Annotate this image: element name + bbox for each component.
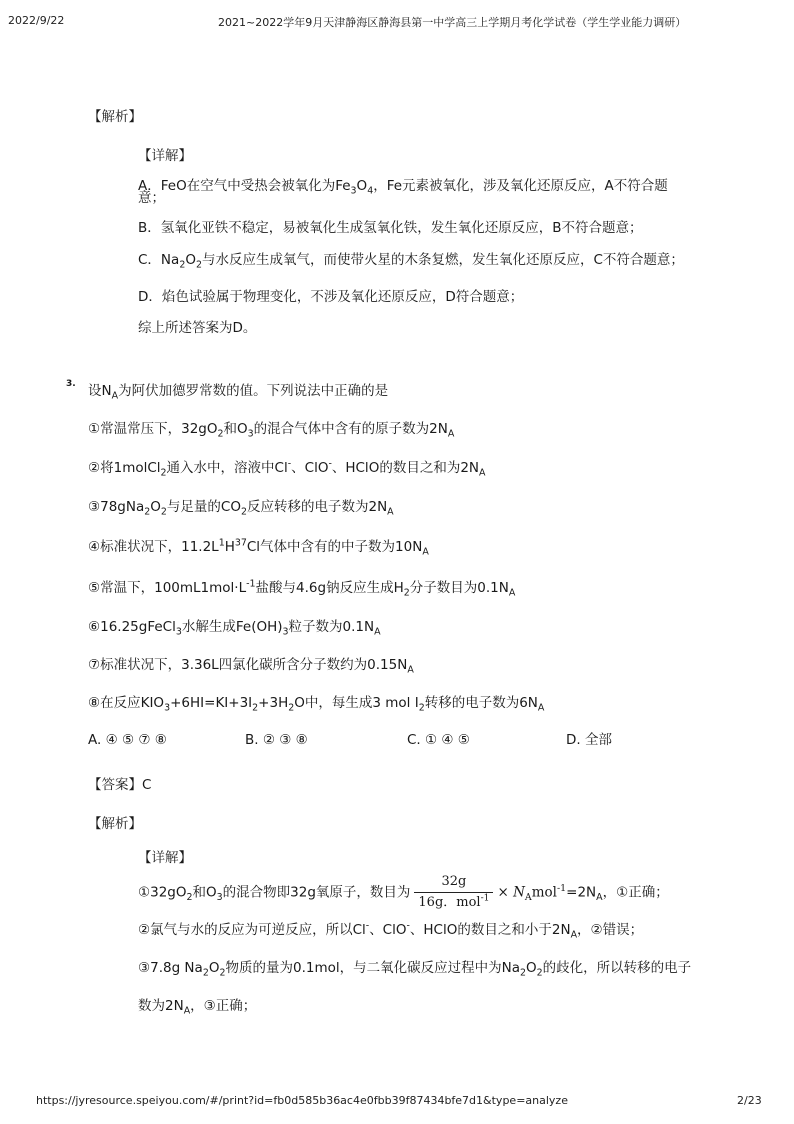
item-c: C．$Na_2O_2$与水反应生成氧气，而使带火星的木条复燃，发生氧化还原反应，C不符合题意； [138, 252, 684, 271]
analysis-tag-2: 【解析】 [88, 816, 142, 832]
question-number: 3. [66, 379, 76, 389]
statement-8: ⑧在反应$KIO_3+6HI=KI+3I_2+3H_2O$中，每生成3 mol $I_2$转移的电子数为$6N_A$ [88, 695, 545, 714]
detail-tag: 【详解】 [138, 148, 192, 164]
footer-page: 2/23 [737, 1094, 762, 1107]
statement-1: ①常温常压下，$32gO_2$和$O_3$的混合气体中含有的原子数为$2N_A$ [88, 421, 455, 440]
footer-url: https://jyresource.speiyou.com/#/print?id=fb0d585b36ac4e0fbb39f87434bfe7d1&type=analyze [36, 1094, 568, 1107]
statement-5: ⑤常温下，$100mL1mol\cdot L^{-1}$盐酸与4.6g钠反应生成$H_2$分子数目为$0.1N_A$ [88, 578, 516, 599]
item-a-cont: 意； [138, 190, 165, 206]
item-b: B．氢氧化亚铁不稳定，易被氧化生成氢氧化铁，发生氧化还原反应，B不符合题意； [138, 220, 643, 236]
conclusion: 综上所述答案为D。 [138, 320, 257, 336]
option-b: B. ② ③ ⑧ [245, 732, 308, 748]
explanation-3-cont: 数为$2N_A$，③正确； [138, 998, 257, 1017]
question-stem: 设$N_A$为阿伏加德罗常数的值。下列说法中正确的是 [88, 383, 389, 402]
statement-6: ⑥16.25gFeCl$_3$水解生成$Fe(OH)_3$粒子数为$0.1N_A$ [88, 619, 381, 638]
option-a: A. ④ ⑤ ⑦ ⑧ [88, 732, 167, 748]
statement-3: $③78gNa_2O_2$与足量的$CO_2$反应转移的电子数为$2N_A$ [88, 499, 394, 518]
statement-2: ②将1molCl$_2$通入水中，溶液中Cl-、ClO-、HClO的数目之和为$2N_A$ [88, 458, 486, 479]
detail-tag-2: 【详解】 [138, 850, 192, 866]
item-a: A．FeO在空气中受热会被氧化为$Fe_3O_4$，Fe元素被氧化，涉及氧化还原反应，A不符合题 [138, 178, 668, 197]
header-title: 2021~2022学年9月天津静海区静海县第一中学高三上学期月考化学试卷（学生学业能力调研） [218, 16, 687, 29]
option-d: D. 全部 [566, 732, 612, 748]
item-d: D．焰色试验属于物理变化，不涉及氧化还原反应，D符合题意； [138, 289, 524, 305]
explanation-1: $①32gO_2$和$O_3$的混合物即32g氧原子，数目为 $\frac{32g}{16g.mol^{-1}}$ × $N_Amol^{-1}=2N_A$，①正确； [138, 874, 669, 910]
statement-4: ④标准状况下，$11.2L^1H^{37}Cl$气体中含有的中子数为$10N_A$ [88, 537, 429, 558]
explanation-2: ②氯气与水的反应为可逆反应，所以Cl-、ClO-、HClO的数目之和小于$2N_A$，②错误； [138, 920, 644, 941]
fraction: $\frac{32g}{16g.mol^{-1}}$ [414, 874, 493, 911]
statement-7: ⑦标准状况下，3.36L四氯化碳所含分子数约为$0.15N_A$ [88, 657, 414, 676]
answer: 【答案】C [88, 777, 152, 793]
explanation-3: ③7.8g $Na_2O_2$物质的量为0.1mol，与二氧化碳反应过程中为$Na_2O_2$的歧化，所以转移的电子 [138, 960, 692, 979]
analysis-tag: 【解析】 [88, 109, 142, 125]
header-date: 2022/9/22 [8, 14, 65, 27]
option-c: C. ① ④ ⑤ [407, 732, 470, 748]
